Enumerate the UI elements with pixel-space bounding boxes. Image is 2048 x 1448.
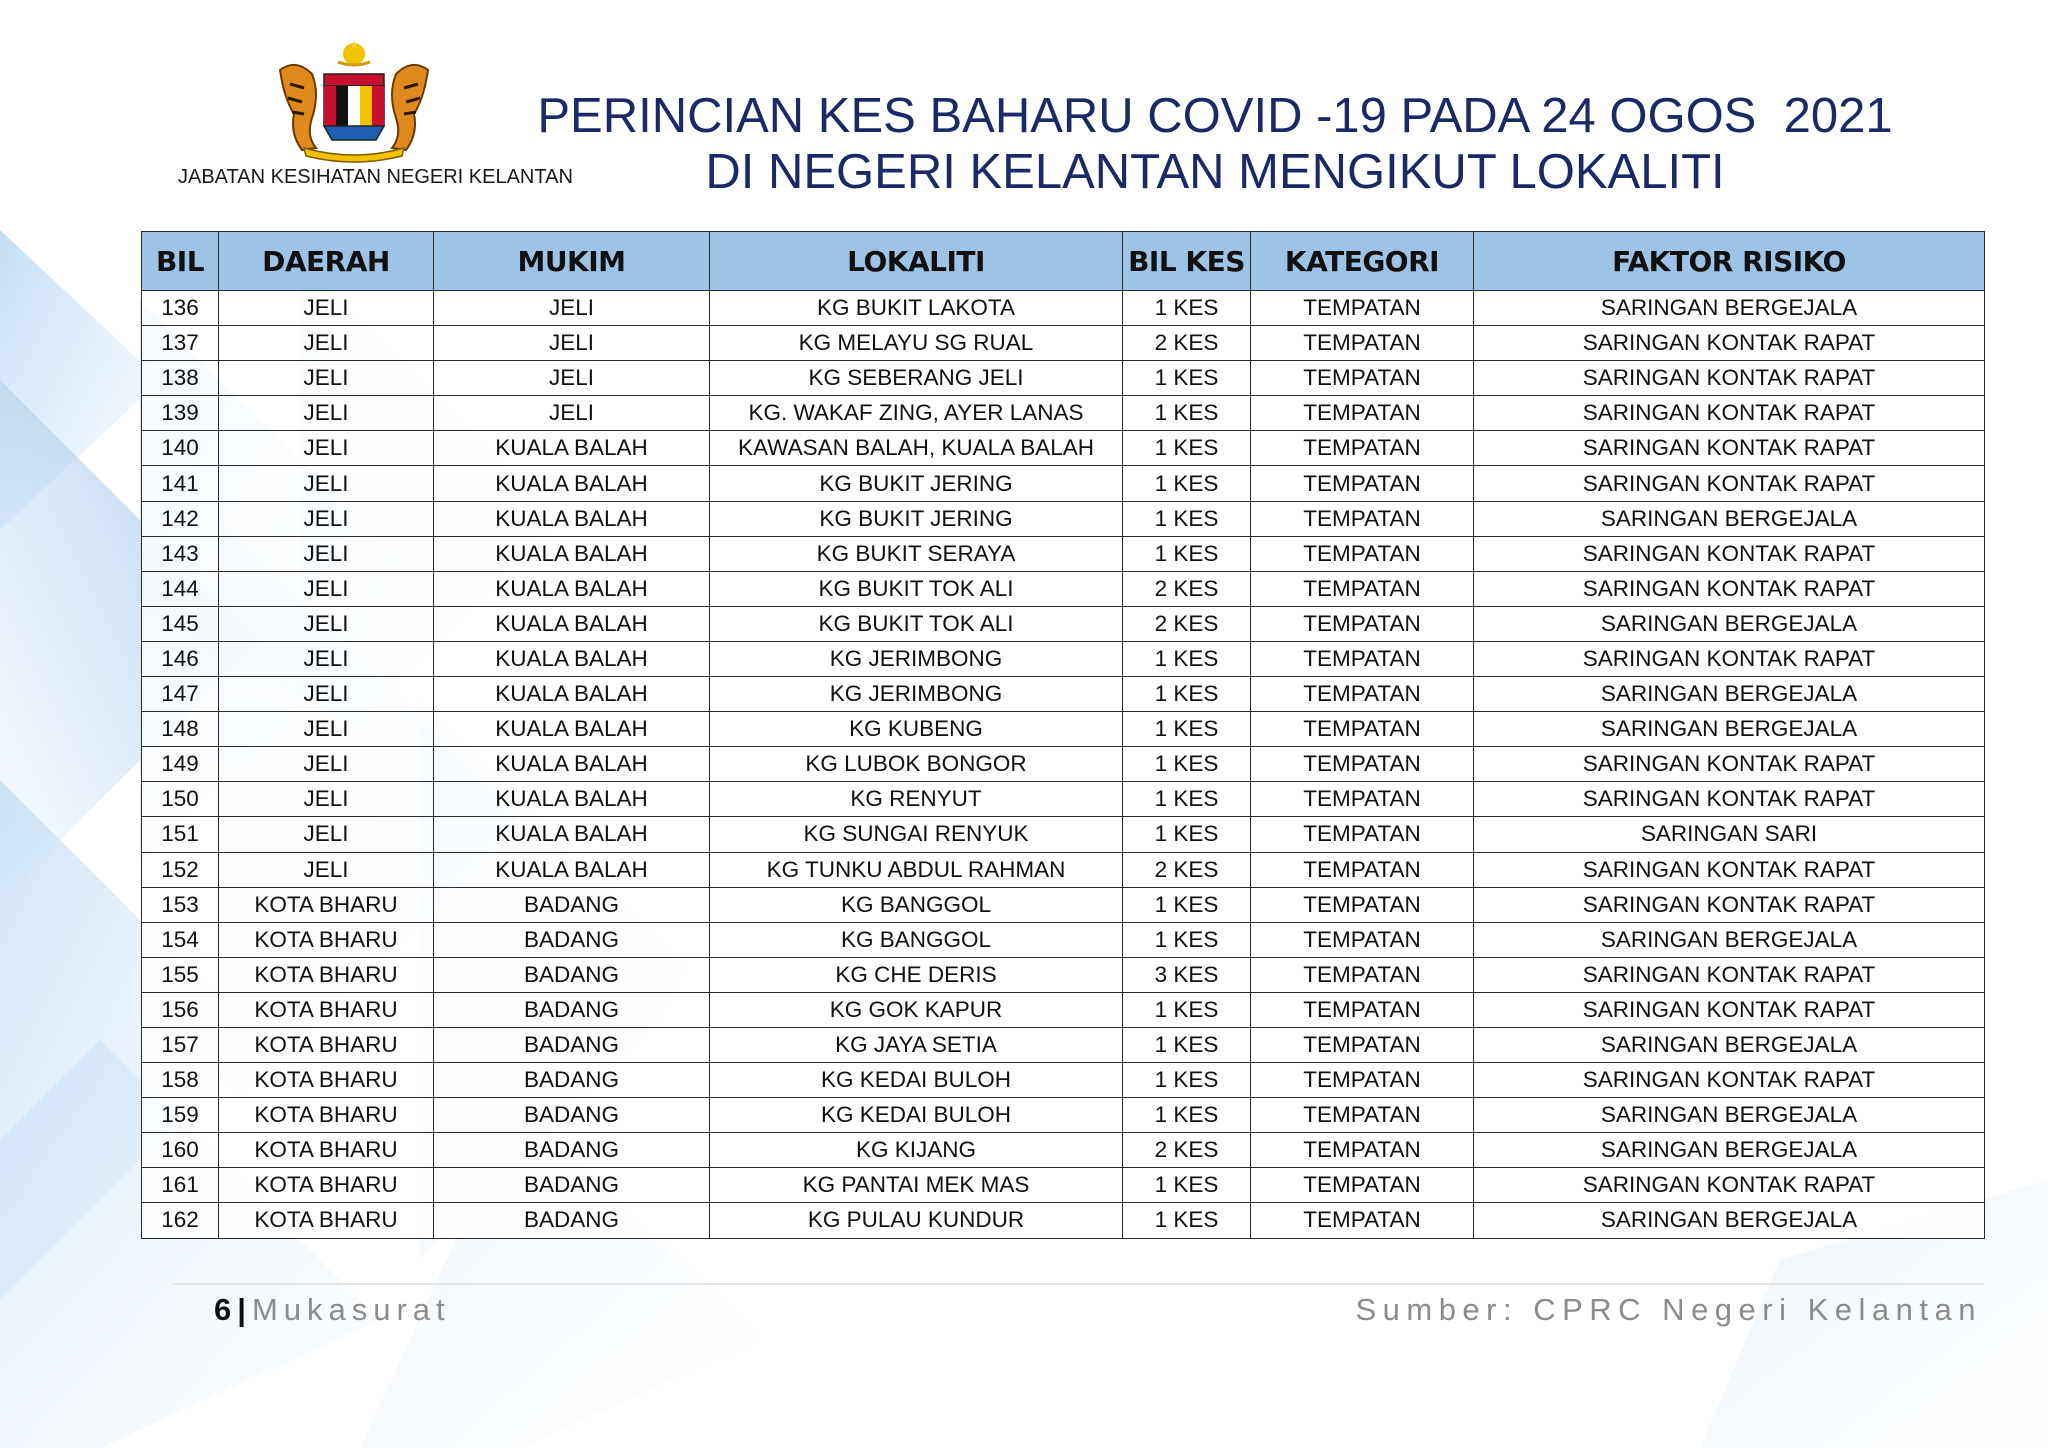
cell-lokaliti: KG JERIMBONG <box>710 677 1123 712</box>
cell-daerah: JELI <box>219 291 434 326</box>
table-row <box>142 1203 1985 1238</box>
cell-mukim: KUALA BALAH <box>434 677 710 712</box>
column-header-daerah: DAERAH <box>219 232 434 291</box>
cell-mukim: BADANG <box>434 1203 710 1238</box>
cell-faktor-risiko: SARINGAN KONTAK RAPAT <box>1474 1063 1985 1098</box>
malaysia-coat-of-arms-icon <box>268 40 440 166</box>
table-row <box>142 1063 1985 1098</box>
cell-lokaliti: KG TUNKU ABDUL RAHMAN <box>710 852 1123 887</box>
cell-bil: 138 <box>142 361 219 396</box>
cell-mukim: KUALA BALAH <box>434 782 710 817</box>
cell-bil-kes: 1 KES <box>1123 887 1251 922</box>
table-header-row <box>142 232 1985 291</box>
cell-bil: 161 <box>142 1168 219 1203</box>
cell-faktor-risiko: SARINGAN BERGEJALA <box>1474 501 1985 536</box>
cell-bil-kes: 1 KES <box>1123 1168 1251 1203</box>
cell-bil: 140 <box>142 431 219 466</box>
title-line-2: DI NEGERI KELANTAN MENGIKUT LOKALITI <box>705 145 1725 199</box>
cell-bil: 149 <box>142 747 219 782</box>
cell-bil-kes: 1 KES <box>1123 1027 1251 1062</box>
cell-kategori: TEMPATAN <box>1251 396 1474 431</box>
cell-lokaliti: KG KEDAI BULOH <box>710 1063 1123 1098</box>
cell-kategori: TEMPATAN <box>1251 326 1474 361</box>
cell-bil-kes: 1 KES <box>1123 922 1251 957</box>
cell-kategori: TEMPATAN <box>1251 747 1474 782</box>
column-header-faktor-risiko: FAKTOR RISIKO <box>1474 232 1985 291</box>
cell-bil: 146 <box>142 641 219 676</box>
cell-bil-kes: 1 KES <box>1123 782 1251 817</box>
cell-faktor-risiko: SARINGAN BERGEJALA <box>1474 922 1985 957</box>
table-row <box>142 1098 1985 1133</box>
cell-mukim: BADANG <box>434 1027 710 1062</box>
cell-kategori: TEMPATAN <box>1251 957 1474 992</box>
table-row <box>142 782 1985 817</box>
cell-bil-kes: 1 KES <box>1123 431 1251 466</box>
table-body <box>142 291 1985 1239</box>
cell-mukim: KUALA BALAH <box>434 852 710 887</box>
cell-mukim: KUALA BALAH <box>434 466 710 501</box>
cell-mukim: BADANG <box>434 887 710 922</box>
cell-bil: 139 <box>142 396 219 431</box>
cell-bil: 162 <box>142 1203 219 1238</box>
cell-daerah: JELI <box>219 326 434 361</box>
cell-bil-kes: 1 KES <box>1123 396 1251 431</box>
table-row <box>142 291 1985 326</box>
cell-bil-kes: 2 KES <box>1123 326 1251 361</box>
cell-mukim: KUALA BALAH <box>434 817 710 852</box>
cell-bil: 148 <box>142 712 219 747</box>
cell-bil: 152 <box>142 852 219 887</box>
cell-bil: 147 <box>142 677 219 712</box>
cell-mukim: KUALA BALAH <box>434 536 710 571</box>
cell-lokaliti: KG KUBENG <box>710 712 1123 747</box>
cell-faktor-risiko: SARINGAN KONTAK RAPAT <box>1474 571 1985 606</box>
footer-divider <box>172 1283 1984 1285</box>
cell-bil-kes: 1 KES <box>1123 1063 1251 1098</box>
page-indicator <box>214 1292 451 1328</box>
cases-table <box>141 231 1985 1239</box>
cell-kategori: TEMPATAN <box>1251 291 1474 326</box>
cell-kategori: TEMPATAN <box>1251 1027 1474 1062</box>
cell-bil: 143 <box>142 536 219 571</box>
column-header-mukim: MUKIM <box>434 232 710 291</box>
cell-kategori: TEMPATAN <box>1251 1133 1474 1168</box>
cell-mukim: KUALA BALAH <box>434 501 710 536</box>
cell-faktor-risiko: SARINGAN KONTAK RAPAT <box>1474 992 1985 1027</box>
cell-bil-kes: 1 KES <box>1123 536 1251 571</box>
cell-lokaliti: KG BUKIT TOK ALI <box>710 606 1123 641</box>
cell-bil: 160 <box>142 1133 219 1168</box>
cell-bil-kes: 1 KES <box>1123 1098 1251 1133</box>
cell-mukim: JELI <box>434 396 710 431</box>
cell-kategori: TEMPATAN <box>1251 466 1474 501</box>
cell-lokaliti: KG SUNGAI RENYUK <box>710 817 1123 852</box>
cell-mukim: KUALA BALAH <box>434 641 710 676</box>
cell-faktor-risiko: SARINGAN KONTAK RAPAT <box>1474 747 1985 782</box>
cell-lokaliti: KG JAYA SETIA <box>710 1027 1123 1062</box>
cell-daerah: KOTA BHARU <box>219 922 434 957</box>
cell-faktor-risiko: SARINGAN BERGEJALA <box>1474 677 1985 712</box>
cell-bil-kes: 3 KES <box>1123 957 1251 992</box>
cell-faktor-risiko: SARINGAN BERGEJALA <box>1474 1203 1985 1238</box>
cell-bil-kes: 2 KES <box>1123 606 1251 641</box>
table-row <box>142 1168 1985 1203</box>
cell-faktor-risiko: SARINGAN KONTAK RAPAT <box>1474 326 1985 361</box>
cell-faktor-risiko: SARINGAN BERGEJALA <box>1474 291 1985 326</box>
table-row <box>142 571 1985 606</box>
page-number: 6 <box>214 1292 232 1327</box>
cell-bil-kes: 1 KES <box>1123 361 1251 396</box>
table-row <box>142 817 1985 852</box>
cell-mukim: JELI <box>434 326 710 361</box>
cell-faktor-risiko: SARINGAN KONTAK RAPAT <box>1474 782 1985 817</box>
cell-bil-kes: 2 KES <box>1123 571 1251 606</box>
cell-lokaliti: KG SEBERANG JELI <box>710 361 1123 396</box>
cell-faktor-risiko: SARINGAN KONTAK RAPAT <box>1474 852 1985 887</box>
table-row <box>142 677 1985 712</box>
cell-kategori: TEMPATAN <box>1251 922 1474 957</box>
cell-kategori: TEMPATAN <box>1251 361 1474 396</box>
cell-bil: 144 <box>142 571 219 606</box>
cell-lokaliti: KG PULAU KUNDUR <box>710 1203 1123 1238</box>
cell-kategori: TEMPATAN <box>1251 712 1474 747</box>
cell-bil: 158 <box>142 1063 219 1098</box>
cell-lokaliti: KG BUKIT JERING <box>710 501 1123 536</box>
cell-daerah: KOTA BHARU <box>219 1027 434 1062</box>
cell-bil-kes: 2 KES <box>1123 1133 1251 1168</box>
cell-lokaliti: KG. WAKAF ZING, AYER LANAS <box>710 396 1123 431</box>
cell-bil: 154 <box>142 922 219 957</box>
cell-bil-kes: 1 KES <box>1123 817 1251 852</box>
cell-kategori: TEMPATAN <box>1251 1168 1474 1203</box>
cell-daerah: JELI <box>219 431 434 466</box>
cell-faktor-risiko: SARINGAN BERGEJALA <box>1474 1098 1985 1133</box>
table-row <box>142 887 1985 922</box>
cell-faktor-risiko: SARINGAN KONTAK RAPAT <box>1474 1168 1985 1203</box>
cell-mukim: BADANG <box>434 1098 710 1133</box>
cell-bil: 157 <box>142 1027 219 1062</box>
table-row <box>142 361 1985 396</box>
cell-bil-kes: 1 KES <box>1123 712 1251 747</box>
cell-daerah: JELI <box>219 817 434 852</box>
cell-mukim: JELI <box>434 291 710 326</box>
page-separator: | <box>237 1292 246 1327</box>
cell-mukim: BADANG <box>434 922 710 957</box>
cell-faktor-risiko: SARINGAN BERGEJALA <box>1474 1027 1985 1062</box>
cell-mukim: JELI <box>434 361 710 396</box>
cell-lokaliti: KG BUKIT JERING <box>710 466 1123 501</box>
cell-bil: 151 <box>142 817 219 852</box>
cell-mukim: BADANG <box>434 992 710 1027</box>
table-row <box>142 922 1985 957</box>
cell-bil: 142 <box>142 501 219 536</box>
cell-kategori: TEMPATAN <box>1251 852 1474 887</box>
cell-bil-kes: 1 KES <box>1123 747 1251 782</box>
table-row <box>142 326 1985 361</box>
department-name: JABATAN KESIHATAN NEGERI KELANTAN <box>178 166 573 188</box>
cell-lokaliti: KG MELAYU SG RUAL <box>710 326 1123 361</box>
cell-bil: 141 <box>142 466 219 501</box>
cell-lokaliti: KG RENYUT <box>710 782 1123 817</box>
cell-daerah: JELI <box>219 782 434 817</box>
column-header-bil-kes: BIL KES <box>1123 232 1251 291</box>
page-label: Mukasurat <box>251 1292 451 1327</box>
title-line-1: PERINCIAN KES BAHARU COVID -19 PADA 24 OGOS 2021 <box>537 89 1893 143</box>
cell-lokaliti: KG CHE DERIS <box>710 957 1123 992</box>
cell-bil: 137 <box>142 326 219 361</box>
cell-daerah: KOTA BHARU <box>219 887 434 922</box>
cell-faktor-risiko: SARINGAN KONTAK RAPAT <box>1474 536 1985 571</box>
cell-bil-kes: 1 KES <box>1123 677 1251 712</box>
cell-faktor-risiko: SARINGAN KONTAK RAPAT <box>1474 887 1985 922</box>
cell-kategori: TEMPATAN <box>1251 641 1474 676</box>
cell-daerah: JELI <box>219 571 434 606</box>
cell-lokaliti: KAWASAN BALAH, KUALA BALAH <box>710 431 1123 466</box>
cell-bil-kes: 1 KES <box>1123 501 1251 536</box>
cell-faktor-risiko: SARINGAN BERGEJALA <box>1474 712 1985 747</box>
cell-daerah: JELI <box>219 536 434 571</box>
column-header-bil: BIL <box>142 232 219 291</box>
cell-kategori: TEMPATAN <box>1251 536 1474 571</box>
table-row <box>142 1027 1985 1062</box>
cell-daerah: JELI <box>219 396 434 431</box>
table-row <box>142 1133 1985 1168</box>
cell-lokaliti: KG BUKIT LAKOTA <box>710 291 1123 326</box>
cell-bil: 159 <box>142 1098 219 1133</box>
cell-mukim: KUALA BALAH <box>434 606 710 641</box>
cell-bil-kes: 1 KES <box>1123 1203 1251 1238</box>
table-row <box>142 396 1985 431</box>
cell-lokaliti: KG BANGGOL <box>710 887 1123 922</box>
cell-daerah: KOTA BHARU <box>219 1133 434 1168</box>
cell-daerah: JELI <box>219 712 434 747</box>
cell-kategori: TEMPATAN <box>1251 887 1474 922</box>
cell-kategori: TEMPATAN <box>1251 571 1474 606</box>
cell-daerah: KOTA BHARU <box>219 1168 434 1203</box>
column-header-kategori: KATEGORI <box>1251 232 1474 291</box>
cell-faktor-risiko: SARINGAN BERGEJALA <box>1474 1133 1985 1168</box>
cell-mukim: KUALA BALAH <box>434 431 710 466</box>
cell-mukim: KUALA BALAH <box>434 571 710 606</box>
cell-bil: 155 <box>142 957 219 992</box>
cell-daerah: KOTA BHARU <box>219 992 434 1027</box>
table-row <box>142 992 1985 1027</box>
cell-faktor-risiko: SARINGAN KONTAK RAPAT <box>1474 396 1985 431</box>
cell-mukim: BADANG <box>434 1063 710 1098</box>
page-title <box>530 88 1900 200</box>
cell-lokaliti: KG PANTAI MEK MAS <box>710 1168 1123 1203</box>
cell-lokaliti: KG GOK KAPUR <box>710 992 1123 1027</box>
cell-bil: 153 <box>142 887 219 922</box>
cell-mukim: BADANG <box>434 1168 710 1203</box>
cell-bil-kes: 1 KES <box>1123 466 1251 501</box>
cell-kategori: TEMPATAN <box>1251 817 1474 852</box>
cell-mukim: KUALA BALAH <box>434 747 710 782</box>
cell-bil: 156 <box>142 992 219 1027</box>
cell-faktor-risiko: SARINGAN KONTAK RAPAT <box>1474 466 1985 501</box>
cell-daerah: JELI <box>219 677 434 712</box>
cell-kategori: TEMPATAN <box>1251 677 1474 712</box>
table-row <box>142 501 1985 536</box>
cell-bil: 150 <box>142 782 219 817</box>
table-row <box>142 712 1985 747</box>
cell-kategori: TEMPATAN <box>1251 606 1474 641</box>
cell-lokaliti: KG BUKIT SERAYA <box>710 536 1123 571</box>
cell-kategori: TEMPATAN <box>1251 782 1474 817</box>
cell-kategori: TEMPATAN <box>1251 992 1474 1027</box>
cell-daerah: JELI <box>219 501 434 536</box>
cell-daerah: JELI <box>219 641 434 676</box>
cell-lokaliti: KG LUBOK BONGOR <box>710 747 1123 782</box>
column-header-lokaliti: LOKALITI <box>710 232 1123 291</box>
cell-mukim: BADANG <box>434 1133 710 1168</box>
cell-bil-kes: 1 KES <box>1123 291 1251 326</box>
cell-bil-kes: 2 KES <box>1123 852 1251 887</box>
table-row <box>142 957 1985 992</box>
cell-kategori: TEMPATAN <box>1251 1203 1474 1238</box>
cell-lokaliti: KG KIJANG <box>710 1133 1123 1168</box>
cell-mukim: BADANG <box>434 957 710 992</box>
table-row <box>142 641 1985 676</box>
cell-mukim: KUALA BALAH <box>434 712 710 747</box>
cell-daerah: KOTA BHARU <box>219 1203 434 1238</box>
cell-lokaliti: KG JERIMBONG <box>710 641 1123 676</box>
source-note: Sumber: CPRC Negeri Kelantan <box>1355 1292 1982 1327</box>
cell-daerah: JELI <box>219 747 434 782</box>
cell-bil-kes: 1 KES <box>1123 992 1251 1027</box>
cell-bil: 145 <box>142 606 219 641</box>
table-row <box>142 536 1985 571</box>
cell-lokaliti: KG BANGGOL <box>710 922 1123 957</box>
cell-kategori: TEMPATAN <box>1251 501 1474 536</box>
cell-kategori: TEMPATAN <box>1251 1098 1474 1133</box>
cell-daerah: KOTA BHARU <box>219 1098 434 1133</box>
cell-daerah: JELI <box>219 361 434 396</box>
cell-faktor-risiko: SARINGAN SARI <box>1474 817 1985 852</box>
cell-faktor-risiko: SARINGAN KONTAK RAPAT <box>1474 431 1985 466</box>
cell-lokaliti: KG KEDAI BULOH <box>710 1098 1123 1133</box>
cell-bil: 136 <box>142 291 219 326</box>
cell-faktor-risiko: SARINGAN KONTAK RAPAT <box>1474 957 1985 992</box>
cell-daerah: JELI <box>219 466 434 501</box>
cell-daerah: JELI <box>219 606 434 641</box>
table-row <box>142 431 1985 466</box>
cell-bil-kes: 1 KES <box>1123 641 1251 676</box>
cell-kategori: TEMPATAN <box>1251 431 1474 466</box>
table-row <box>142 852 1985 887</box>
cell-daerah: KOTA BHARU <box>219 1063 434 1098</box>
cell-faktor-risiko: SARINGAN BERGEJALA <box>1474 606 1985 641</box>
cell-lokaliti: KG BUKIT TOK ALI <box>710 571 1123 606</box>
table-row <box>142 747 1985 782</box>
table-row <box>142 606 1985 641</box>
cell-kategori: TEMPATAN <box>1251 1063 1474 1098</box>
cell-faktor-risiko: SARINGAN KONTAK RAPAT <box>1474 361 1985 396</box>
cell-daerah: JELI <box>219 852 434 887</box>
cell-daerah: KOTA BHARU <box>219 957 434 992</box>
cell-faktor-risiko: SARINGAN KONTAK RAPAT <box>1474 641 1985 676</box>
table-row <box>142 466 1985 501</box>
